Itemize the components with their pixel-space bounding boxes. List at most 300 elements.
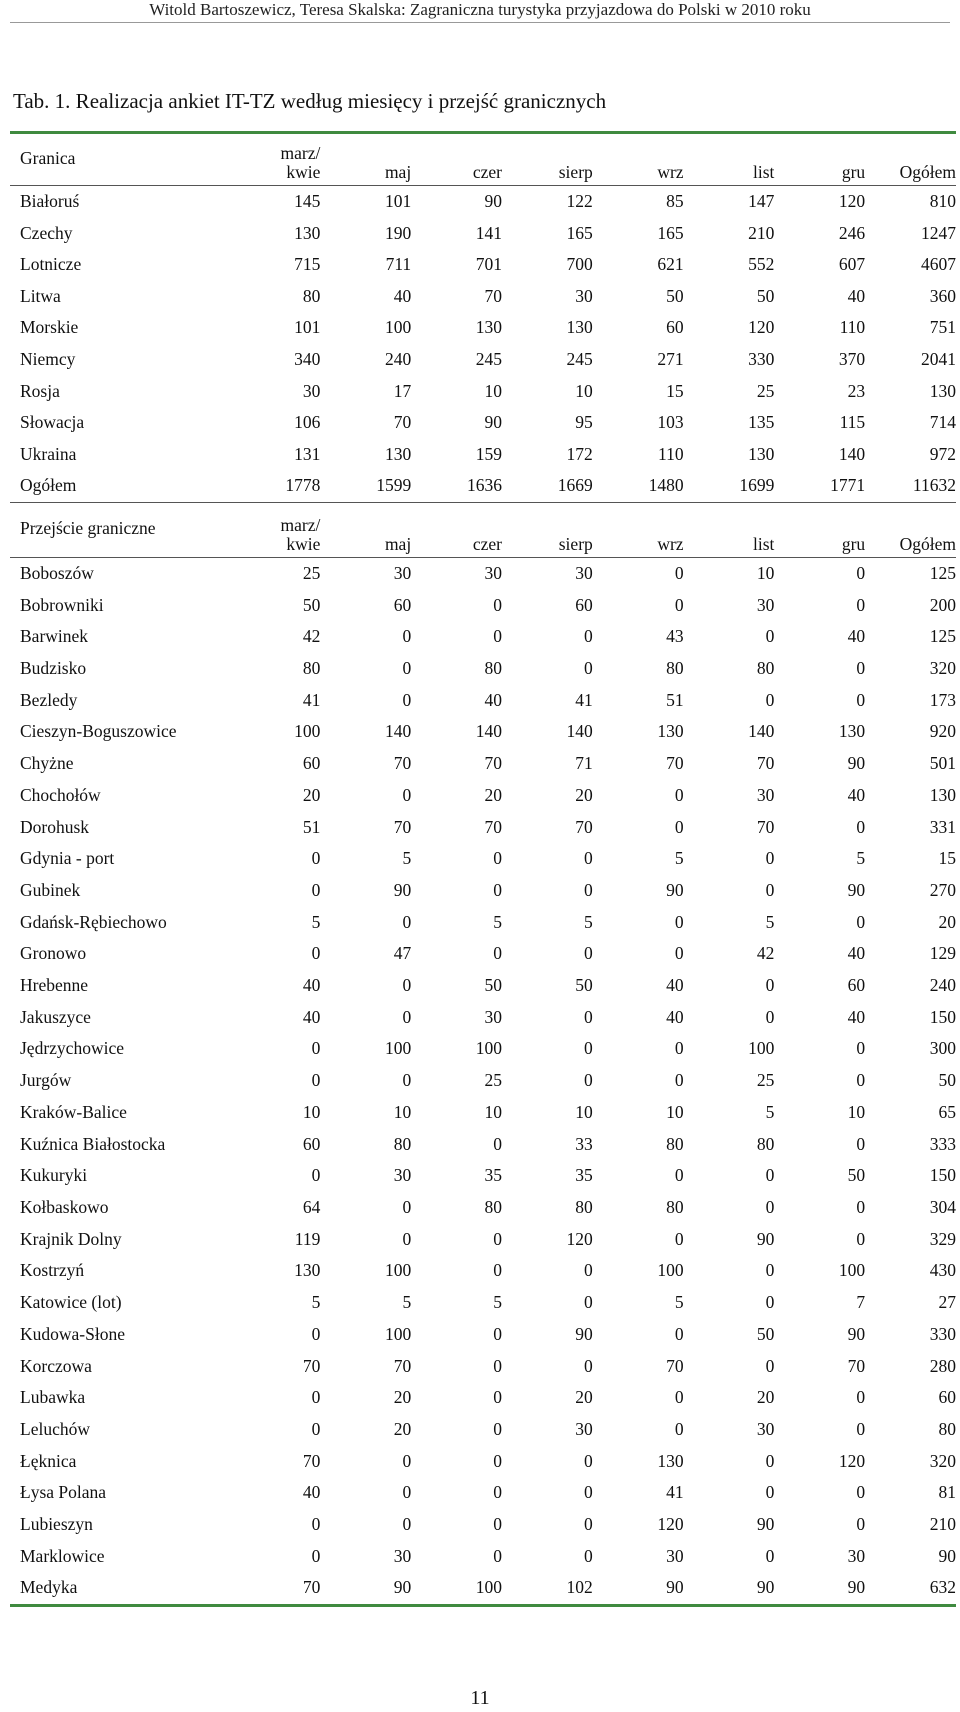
table-cell: 0 xyxy=(674,943,684,964)
table-cell: 711 xyxy=(385,254,412,275)
table-cell: 700 xyxy=(566,254,593,275)
table-cell: 90 xyxy=(393,879,412,900)
row-label: Leluchów xyxy=(20,1418,90,1439)
table-cell: 60 xyxy=(302,1133,321,1154)
table-cell: 4607 xyxy=(921,254,956,275)
table-cell: 0 xyxy=(493,1323,502,1344)
column-header-month: wrz xyxy=(593,502,684,557)
table-row xyxy=(10,1255,956,1287)
table-cell: 0 xyxy=(856,1038,866,1059)
row-label: Bobrowniki xyxy=(20,594,104,615)
table-row xyxy=(10,780,956,812)
row-label: Dorohusk xyxy=(20,816,90,837)
column-header-label: Przejście graniczne xyxy=(10,502,255,557)
column-header-month: Ogółem xyxy=(865,502,956,557)
table-cell: 40 xyxy=(847,1006,866,1027)
table-cell: 5 xyxy=(674,848,684,869)
table-cell: 0 xyxy=(311,943,321,964)
table-cell: 40 xyxy=(847,784,866,805)
table-cell: 0 xyxy=(493,1514,502,1535)
table-cell: 110 xyxy=(839,317,866,338)
table-cell: 173 xyxy=(929,689,956,710)
table-cell: 10 xyxy=(575,380,593,401)
row-label: Kołbaskowo xyxy=(20,1197,109,1217)
table-cell: 20 xyxy=(756,1387,775,1408)
table-cell: 0 xyxy=(765,848,775,869)
table-cell: 430 xyxy=(929,1260,956,1281)
table-cell: 165 xyxy=(657,222,684,243)
table-cell: 0 xyxy=(493,1418,502,1439)
table-row xyxy=(10,1192,956,1224)
table-cell: 30 xyxy=(575,1418,593,1439)
table-cell: 43 xyxy=(666,626,684,647)
table-cell: 119 xyxy=(294,1228,321,1249)
table-cell: 0 xyxy=(493,943,502,964)
table-cell: 0 xyxy=(856,1387,866,1408)
table-cell: 70 xyxy=(847,1355,866,1376)
table-cell: 60 xyxy=(393,594,412,615)
table-cell: 120 xyxy=(566,1228,593,1249)
table-cell: 90 xyxy=(938,1545,956,1566)
row-label: Medyka xyxy=(10,1572,255,1605)
header-row xyxy=(10,133,956,186)
table-cell: 40 xyxy=(847,943,866,964)
table-cell: 125 xyxy=(929,626,956,647)
table-cell: 30 xyxy=(393,562,412,583)
table-cell: 715 xyxy=(294,254,321,275)
table-cell: 10 xyxy=(575,1101,593,1122)
table-cell: 10 xyxy=(484,1101,502,1122)
table-cell: 150 xyxy=(929,1165,956,1186)
table-cell: 40 xyxy=(302,1482,321,1503)
table-cell: 20 xyxy=(938,911,956,932)
table-cell: 147 xyxy=(748,191,775,211)
table-cell: 50 xyxy=(938,1070,956,1091)
table-cell: 130 xyxy=(657,1450,684,1471)
table-cell: 41 xyxy=(666,1482,684,1503)
table-cell: 0 xyxy=(493,1482,502,1503)
table-row xyxy=(10,1446,956,1478)
table-cell: 80 xyxy=(575,1197,593,1217)
table-cell: 501 xyxy=(929,753,956,774)
table-row xyxy=(10,1382,956,1414)
table-cell: 90 xyxy=(847,1323,866,1344)
table-cell: 122 xyxy=(566,191,593,211)
table-cell: 60 xyxy=(575,594,593,615)
table-cell: 40 xyxy=(666,975,684,996)
table-cell: 0 xyxy=(765,1197,775,1217)
row-label: Ukraina xyxy=(20,443,77,464)
table-cell: 0 xyxy=(584,1260,593,1281)
table-cell: 0 xyxy=(674,1387,684,1408)
table-row xyxy=(10,938,956,970)
table-cell: 80 xyxy=(302,658,321,679)
table-cell: 0 xyxy=(311,1323,321,1344)
row-label: Jakuszyce xyxy=(20,1006,91,1027)
table-cell: 150 xyxy=(929,1006,956,1027)
table-cell: 130 xyxy=(838,721,866,742)
table-cell: 165 xyxy=(566,222,593,243)
table-cell: 0 xyxy=(856,689,866,710)
table-cell: 5 xyxy=(402,848,412,869)
table-row xyxy=(10,1160,956,1192)
page-number: 11 xyxy=(470,1687,490,1709)
table-cell: 51 xyxy=(302,816,321,837)
table-cell: 80 xyxy=(666,1133,684,1154)
table-cell: 0 xyxy=(856,658,866,679)
table-cell: 0 xyxy=(674,1323,684,1344)
table-cell: 5 xyxy=(674,1292,684,1313)
table-row xyxy=(10,685,956,717)
table-cell: 0 xyxy=(584,1292,593,1313)
table-cell: 0 xyxy=(493,1387,502,1408)
table-cell: 5 xyxy=(765,911,775,932)
table-cell: 85 xyxy=(666,191,684,211)
table-row xyxy=(10,218,956,250)
table-cell: 0 xyxy=(311,1038,321,1059)
table-row xyxy=(10,1572,956,1605)
column-header-month: czer xyxy=(411,502,502,557)
table-cell: 0 xyxy=(311,1165,321,1186)
table-cell: 0 xyxy=(584,1545,593,1566)
table-cell: 0 xyxy=(402,1070,412,1091)
table-cell: 0 xyxy=(765,975,775,996)
table-cell: 100 xyxy=(838,1260,866,1281)
row-label: Hrebenne xyxy=(20,975,89,996)
table-cell: 20 xyxy=(393,1387,412,1408)
table-cell: 0 xyxy=(584,1070,593,1091)
table-cell: 0 xyxy=(765,1006,775,1027)
table-cell: 50 xyxy=(756,285,775,306)
table-cell: 552 xyxy=(748,254,775,275)
table-cell: 120 xyxy=(838,1450,866,1471)
table-cell: 0 xyxy=(674,1418,684,1439)
table-cell: 27 xyxy=(938,1292,956,1313)
table-cell: 30 xyxy=(847,1545,866,1566)
table-cell: 0 xyxy=(674,784,684,805)
table-cell: 0 xyxy=(493,1545,502,1566)
table-cell: 90 xyxy=(847,879,866,900)
table-cell: 5 xyxy=(584,911,593,932)
table-cell: 140 xyxy=(384,721,412,742)
table-cell: 125 xyxy=(929,562,956,583)
table-cell: 90 xyxy=(320,1572,411,1605)
table-cell: 190 xyxy=(384,222,412,243)
table-cell: 100 xyxy=(475,1038,502,1059)
table-cell: 0 xyxy=(674,1228,684,1249)
table-cell: 271 xyxy=(657,348,684,369)
table-row xyxy=(10,590,956,622)
table-row xyxy=(10,1509,956,1541)
table-row xyxy=(10,1414,956,1446)
table-cell: 130 xyxy=(929,380,956,401)
column-header-line: marz/ xyxy=(280,514,321,535)
table-cell: 0 xyxy=(584,1450,593,1471)
table-cell: 81 xyxy=(938,1482,956,1503)
table-cell: 1480 xyxy=(593,470,684,502)
table-cell: 972 xyxy=(929,443,956,464)
table-cell: 0 xyxy=(856,1228,866,1249)
table-cell: 140 xyxy=(566,721,593,742)
table-cell: 0 xyxy=(402,784,412,805)
row-label: Cieszyn-Boguszowice xyxy=(20,721,177,742)
table-cell: 80 xyxy=(938,1418,956,1439)
row-label: Gdynia - port xyxy=(20,848,115,869)
table-cell: 331 xyxy=(929,816,956,837)
table-cell: 40 xyxy=(302,1006,321,1027)
table-cell: 607 xyxy=(838,254,866,275)
table-row xyxy=(10,1097,956,1129)
table-cell: 5 xyxy=(856,848,866,869)
table-cell: 135 xyxy=(748,412,775,433)
table-cell: 10 xyxy=(666,1101,684,1122)
table-cell: 0 xyxy=(674,911,684,932)
table-cell: 0 xyxy=(765,1292,775,1313)
table-cell: 140 xyxy=(475,721,502,742)
table-cell: 100 xyxy=(411,1572,502,1605)
row-label: Jędrzychowice xyxy=(20,1038,124,1059)
table-cell: 60 xyxy=(302,753,321,774)
table-row xyxy=(10,716,956,748)
column-header-label: Granica xyxy=(10,133,255,186)
table-row xyxy=(10,1351,956,1383)
table-cell: 0 xyxy=(856,1070,866,1091)
column-header-month: wrz xyxy=(593,133,684,186)
table-row xyxy=(10,843,956,875)
table-caption: Tab. 1. Realizacja ankiet IT-TZ według miesięcy i przejść granicznych xyxy=(13,89,607,113)
table-cell: 5 xyxy=(493,911,502,932)
table-row xyxy=(10,970,956,1002)
table-cell: 64 xyxy=(302,1197,321,1217)
table-row xyxy=(10,1129,956,1161)
table-cell: 20 xyxy=(484,784,502,805)
table-cell: 80 xyxy=(756,1133,775,1154)
row-label: Chyżne xyxy=(20,753,74,774)
column-header-line: kwie xyxy=(286,162,321,182)
column-header-month xyxy=(255,502,320,557)
table-cell: 0 xyxy=(584,1355,593,1376)
table-row xyxy=(10,653,956,685)
row-label: Budzisko xyxy=(20,658,87,679)
row-label: Lotnicze xyxy=(20,254,82,275)
table-cell: 0 xyxy=(402,975,412,996)
table-cell: 50 xyxy=(575,975,593,996)
table-row xyxy=(10,186,956,218)
table-cell: 0 xyxy=(856,1514,866,1535)
row-label: Marklowice xyxy=(20,1545,105,1566)
table-cell: 0 xyxy=(856,594,866,615)
row-label: Litwa xyxy=(20,285,61,306)
table-cell: 70 xyxy=(484,285,502,306)
table-cell: 70 xyxy=(756,816,775,837)
table-cell: 50 xyxy=(847,1165,866,1186)
table-cell: 70 xyxy=(393,816,412,837)
table-cell: 40 xyxy=(666,1006,684,1027)
table-cell: 100 xyxy=(384,1038,412,1059)
table-cell: 70 xyxy=(756,753,775,774)
table-cell: 25 xyxy=(484,1070,502,1091)
data-table xyxy=(10,131,956,1607)
table-row xyxy=(10,249,956,281)
table-cell: 751 xyxy=(929,317,956,338)
table-cell: 90 xyxy=(847,753,866,774)
row-label: Czechy xyxy=(20,222,73,243)
table-cell: 120 xyxy=(838,191,866,211)
table-cell: 1247 xyxy=(921,222,956,243)
table-cell: 40 xyxy=(847,626,866,647)
table-cell: 2041 xyxy=(921,348,956,369)
table-cell: 0 xyxy=(584,879,593,900)
table-cell: 140 xyxy=(748,721,775,742)
table-cell: 0 xyxy=(493,1133,502,1154)
table-cell: 70 xyxy=(393,412,412,433)
table-cell: 130 xyxy=(384,443,412,464)
row-label: Boboszów xyxy=(20,562,94,583)
table-cell: 115 xyxy=(839,412,866,433)
table-cell: 100 xyxy=(384,1260,412,1281)
table-cell: 70 xyxy=(575,816,593,837)
table-row xyxy=(10,344,956,376)
table-cell: 5 xyxy=(493,1292,502,1313)
column-header-line: kwie xyxy=(286,533,321,554)
table-cell: 106 xyxy=(294,412,321,433)
table-cell: 0 xyxy=(311,879,321,900)
table-cell: 90 xyxy=(756,1514,775,1535)
table-cell: 30 xyxy=(756,594,775,615)
table-cell: 210 xyxy=(929,1514,956,1535)
table-cell: 210 xyxy=(748,222,775,243)
row-label: Rosja xyxy=(20,380,60,401)
table-cell: 714 xyxy=(929,412,956,433)
table-cell: 0 xyxy=(584,848,593,869)
table-cell: 1778 xyxy=(255,470,320,502)
column-header-month: gru xyxy=(774,133,865,186)
row-label: Gdańsk-Rębiechowo xyxy=(20,911,167,932)
row-label: Białoruś xyxy=(20,191,80,211)
table-row xyxy=(10,1319,956,1351)
table-cell: 0 xyxy=(311,1070,321,1091)
table-row xyxy=(10,1541,956,1573)
table-cell: 0 xyxy=(402,1197,412,1217)
table-row xyxy=(10,1477,956,1509)
table-cell: 701 xyxy=(475,254,502,275)
table-cell: 120 xyxy=(657,1514,684,1535)
table-cell: 0 xyxy=(765,879,775,900)
table-cell: 0 xyxy=(402,1450,412,1471)
table-cell: 100 xyxy=(384,317,412,338)
table-cell: 100 xyxy=(748,1038,775,1059)
table-cell: 90 xyxy=(484,412,502,433)
table-cell: 23 xyxy=(847,380,866,401)
table-cell: 145 xyxy=(294,191,321,211)
table-cell: 15 xyxy=(938,848,956,869)
table-cell: 100 xyxy=(384,1323,412,1344)
table-cell: 920 xyxy=(929,721,956,742)
table-cell: 340 xyxy=(294,348,321,369)
table-cell: 30 xyxy=(575,562,593,583)
table-cell: 20 xyxy=(575,1387,593,1408)
table-cell: 320 xyxy=(929,1450,956,1471)
table-cell: 0 xyxy=(402,1006,412,1027)
table-cell: 0 xyxy=(493,1450,502,1471)
table-cell: 159 xyxy=(475,443,502,464)
table-cell: 333 xyxy=(929,1133,956,1154)
table-cell: 1771 xyxy=(774,470,865,502)
table-cell: 35 xyxy=(484,1165,502,1186)
table-cell: 0 xyxy=(584,1038,593,1059)
table-cell: 42 xyxy=(302,626,321,647)
table-cell: 103 xyxy=(657,412,684,433)
table-cell: 50 xyxy=(756,1323,775,1344)
table-cell: 141 xyxy=(475,222,502,243)
table-cell: 70 xyxy=(484,816,502,837)
table-cell: 0 xyxy=(402,626,412,647)
row-label: Łęknica xyxy=(20,1450,77,1471)
table-cell: 0 xyxy=(311,1387,321,1408)
table-cell: 102 xyxy=(502,1572,593,1605)
table-cell: 632 xyxy=(865,1572,956,1605)
table-cell: 47 xyxy=(393,943,412,964)
table-cell: 10 xyxy=(302,1101,321,1122)
row-label: Morskie xyxy=(20,317,79,338)
row-label: Kudowa-Słone xyxy=(20,1323,125,1344)
table-cell: 0 xyxy=(765,1165,775,1186)
row-label: Kraków-Balice xyxy=(20,1101,127,1122)
column-header-month: gru xyxy=(774,502,865,557)
table-cell: 0 xyxy=(402,658,412,679)
table-cell: 101 xyxy=(294,317,321,338)
table-cell: 0 xyxy=(493,626,502,647)
table-row xyxy=(10,621,956,653)
table-cell: 0 xyxy=(402,689,412,710)
table-cell: 245 xyxy=(566,348,593,369)
table-cell: 80 xyxy=(484,658,502,679)
header-row xyxy=(10,502,956,557)
table-cell: 40 xyxy=(393,285,412,306)
table-cell: 42 xyxy=(756,943,775,964)
table-cell: 30 xyxy=(302,380,321,401)
table-cell: 70 xyxy=(393,1355,412,1376)
table-cell: 0 xyxy=(856,1482,866,1503)
table-cell: 90 xyxy=(684,1572,775,1605)
column-header-month xyxy=(255,133,320,186)
table-cell: 0 xyxy=(584,1514,593,1535)
row-label: Gronowo xyxy=(20,943,87,964)
table-cell: 0 xyxy=(584,626,593,647)
table-cell: 130 xyxy=(475,317,502,338)
table-row xyxy=(10,281,956,313)
table-cell: 0 xyxy=(584,943,593,964)
table-row xyxy=(10,1287,956,1319)
table-row xyxy=(10,1033,956,1065)
table-cell: 0 xyxy=(856,816,866,837)
table-cell: 0 xyxy=(402,1482,412,1503)
table-cell: 80 xyxy=(666,1197,684,1217)
row-label: Kuźnica Białostocka xyxy=(20,1133,166,1154)
table-cell: 30 xyxy=(484,562,502,583)
table-cell: 0 xyxy=(402,1228,412,1249)
table-cell: 0 xyxy=(311,1545,321,1566)
table-cell: 0 xyxy=(674,816,684,837)
table-cell: 0 xyxy=(765,689,775,710)
table-cell: 70 xyxy=(666,1355,684,1376)
table-cell: 0 xyxy=(493,848,502,869)
table-cell: 60 xyxy=(938,1387,956,1408)
table-cell: 90 xyxy=(666,879,684,900)
row-label: Gubinek xyxy=(20,879,81,900)
table-cell: 80 xyxy=(756,658,775,679)
table-cell: 246 xyxy=(838,222,866,243)
